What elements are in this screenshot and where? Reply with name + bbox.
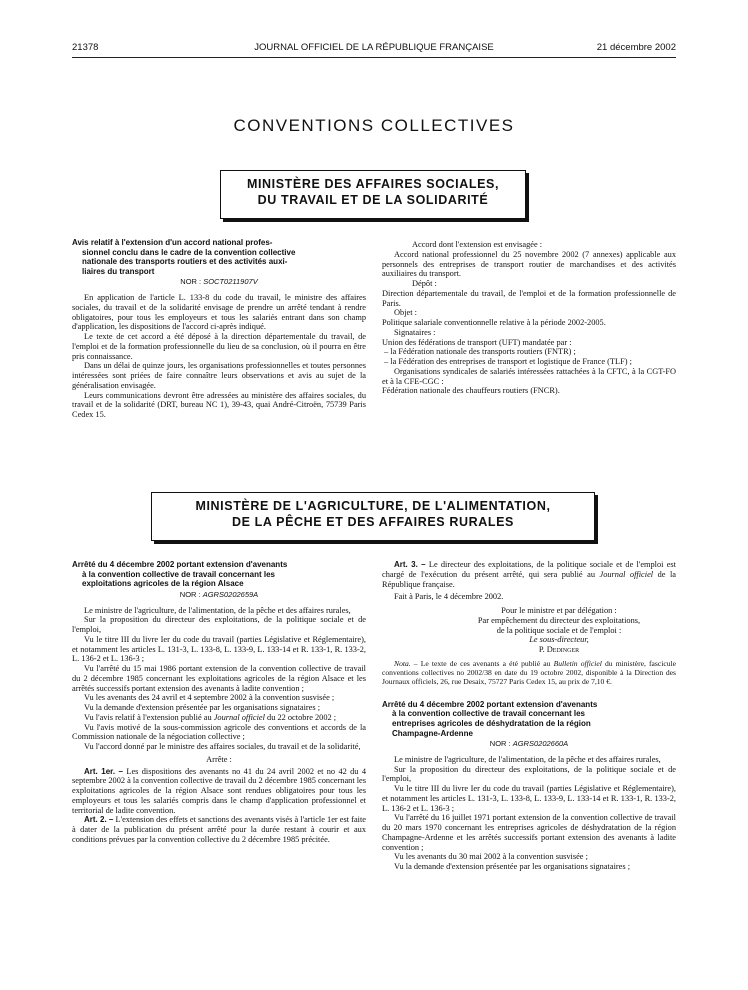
paragraph: Vu l'accord donné par le ministre des affaires sociales, du travail et de la solidarité, <box>84 742 361 752</box>
avis-right-column <box>382 240 676 396</box>
issue-date: 21 décembre 2002 <box>596 42 676 53</box>
nota-text: du ministère, fascicule conventions collectives no 2002/38 en date du 19 octobre 2002, disponible à la Direction des Journaux officiels, 26, rue Desaix, 75727 Paris Cedex 15, au prix de 7,10 €. <box>382 658 676 686</box>
avis-title <box>72 238 366 276</box>
paragraph: Vu la demande d'extension présentée par les organisations signataires ; <box>394 862 631 872</box>
signatory-name: P. Dedinger <box>538 645 580 654</box>
paragraph: Le ministre de l'agriculture, de l'alimentation, de la pêche et des affaires rurales, <box>84 605 351 615</box>
header-rule <box>72 57 676 58</box>
accord-label: Accord dont l'extension est envisagée : <box>412 240 543 249</box>
ministry-line-2: DE LA PÊCHE ET DES AFFAIRES RURALES <box>232 515 514 529</box>
paragraph: Vu les avenants des 24 avril et 4 septembre 2002 à la convention susvisée ; <box>84 693 335 703</box>
journal-officiel-italic: Journal officiel <box>213 712 265 722</box>
signataires-label: Signataires : <box>394 327 436 337</box>
nota <box>382 659 676 686</box>
journal-officiel-italic: Journal officiel <box>599 569 654 579</box>
arrete-alsace-title <box>72 560 366 589</box>
signature-title <box>442 635 676 645</box>
paragraph: Sur la proposition du directeur des exploitations, de la politique sociale et de l'emploi, <box>382 764 676 784</box>
bulletin-officiel-italic: Bulletin officiel <box>553 658 602 668</box>
paragraph: Vu les avenants du 30 mai 2002 à la convention susvisée ; <box>394 852 588 862</box>
ministry-box-agriculture <box>151 492 595 541</box>
title-line: à la convention collective de travail concernant les <box>82 569 275 579</box>
article-2 <box>72 815 366 844</box>
nor-code: AGRS0202659A <box>202 589 259 599</box>
paragraph: Dans un délai de quinze jours, les organisations professionnelles et toutes personnes intéressées sont priées de faire connaître leurs observations et avis au sujet de la généralisation envisagée. <box>72 361 366 390</box>
ministry-line-1: MINISTÈRE DE L'AGRICULTURE, DE L'ALIMENTATION, <box>195 499 551 513</box>
nota-text: Le texte de ces avenants a été publié au <box>417 658 554 668</box>
paragraph <box>72 713 366 723</box>
objet-label: Objet : <box>394 308 417 318</box>
text-run: Vu l'avis relatif à l'extension publié au <box>84 712 214 722</box>
section-title: CONVENTIONS COLLECTIVES <box>233 116 515 135</box>
nor-reference <box>72 590 366 600</box>
signature-title-text: Le sous-directeur, <box>529 635 589 645</box>
paragraph: Vu l'arrêté du 16 juillet 1971 portant extension de la convention collective de travail du 20 mars 1970 concernant les entreprises agricoles de déshydratation de la région Champagne-Ardenne et les arrêtés successifs portant extension des avenants à ladite convention ; <box>382 813 676 852</box>
signature-line: Par empêchement du directeur des exploitations, <box>477 615 641 625</box>
arrete-alsace-column <box>72 560 366 845</box>
journal-title: JOURNAL OFFICIEL DE LA RÉPUBLIQUE FRANÇAISE <box>254 42 494 53</box>
title-line: à la convention collective de travail concernant les <box>392 709 585 719</box>
unions-text: Organisations syndicales de salariés intéressées rattachées à la CFTC, à la CGT-FO et à la CFE-CGC : <box>382 366 676 386</box>
ministry-box-social <box>220 170 526 219</box>
union-text: Union des fédérations de transport (UFT) mandatée par : <box>382 337 572 347</box>
page-number: 21378 <box>72 42 99 53</box>
nor-label: NOR : <box>179 589 203 599</box>
article-label: Art. 3. – <box>394 560 426 569</box>
article-text: Les dispositions des avenants no 41 du 24 avril 2002 et no 42 du 4 septembre 2002 à la convention collective de travail du 2 décembre 1985 concernant les exploitations agricoles de la région Alsace sont rendues obligatoires pour tous les employeurs et tous les salariés compris dans le champ d'application professionnel et territorial de ladite convention. <box>72 766 367 815</box>
arrete-right-column <box>382 560 676 872</box>
paragraph: Vu le titre III du livre Ier du code du travail (parties Législative et Réglementaire), et notamment les articles L. 131-3, L. 133-8, L. 133-9, L. 133-14 et R. 133-1, R. 133-2, L. 136-2 et L. 136-3 ; <box>382 784 676 813</box>
nor-reference <box>72 277 366 287</box>
paragraph: Vu l'avis motivé de la sous-commission agricole des conventions et accords de la Commission nationale de la négociation collective ; <box>72 722 366 742</box>
ministry-line-1: MINISTÈRE DES AFFAIRES SOCIALES, <box>246 177 500 191</box>
title-line: sionnel conclu dans le cadre de la convention collective <box>82 247 296 257</box>
paragraph: Vu la demande d'extension présentée par les organisations signataires ; <box>84 703 321 713</box>
fncr-text: Fédération nationale des chauffeurs routiers (FNCR). <box>382 386 560 396</box>
title-line: Champagne-Ardenne <box>392 728 473 738</box>
nor-label: NOR : <box>180 277 204 287</box>
paragraph: Le texte de cet accord a été déposé à la direction départementale du travail, de l'emploi et de la formation professionnelle du lieu de sa conclusion, où il pourra en être pris connaissance. <box>72 332 366 361</box>
text-run: du 22 octobre 2002 ; <box>264 712 337 722</box>
article-text: L'extension des effets et sanctions des avenants visés à l'article 1er est faite à dater de la publication du présent arrêté pour la durée restant à courir et aux conditions prévues par la convention collective du 2 décembre 1985 précitée. <box>72 815 367 844</box>
signature-line: Pour le ministre et par délégation : <box>501 606 617 615</box>
running-header <box>72 42 676 56</box>
article-label: Art. 1er. – <box>84 766 123 776</box>
title-line: Avis relatif à l'extension d'un accord national profes- <box>72 238 273 247</box>
paragraph: Sur la proposition du directeur des exploitations, de la politique sociale et de l'emploi, <box>72 615 366 635</box>
article-label: Art. 2. – <box>84 815 114 825</box>
ministry-line-2: DU TRAVAIL ET DE LA SOLIDARITÉ <box>257 193 489 207</box>
nor-label: NOR : <box>489 739 513 749</box>
paragraph: Le ministre de l'agriculture, de l'alimentation, de la pêche et des affaires rurales, <box>394 754 661 764</box>
signatory-bullet: – la Fédération des entreprises de transport et logistique de France (TLF) ; <box>384 357 632 366</box>
article-text: Le directeur des exploitations, de la politique sociale et de l'emploi est chargé de l'exécution du présent arrêté, qui sera publié au <box>382 560 676 579</box>
title-line: liaires du transport <box>82 266 155 276</box>
article-1 <box>72 767 366 816</box>
arrete-champagne-title <box>382 700 676 738</box>
signature-line: de la politique sociale et de l'emploi : <box>496 625 622 635</box>
nor-code: AGRS0202660A <box>512 739 569 749</box>
article-text: de la République française. <box>382 569 676 589</box>
depot-text: Direction départementale du travail, de l'emploi et de la formation professionnelle de Paris. <box>382 288 676 308</box>
fait-a-paris: Fait à Paris, le 4 décembre 2002. <box>394 592 504 602</box>
accord-text: Accord national professionnel du 25 novembre 2002 (7 annexes) applicable aux personnels des entreprises de transport routier de marchandises et des activités auxiliaires du transport. <box>382 249 676 279</box>
arrete-label: Arrête : <box>206 754 232 764</box>
title-line: entreprises agricoles de déshydratation de la région <box>392 718 591 728</box>
paragraph: Vu le titre III du livre Ier du code du travail (parties Législative et Réglementaire), et notamment les articles L. 131-3, L. 133-8, L. 133-9, L. 133-14 et R. 133-1, R. 133-2, L. 136-2 et L. 136-3 ; <box>72 634 366 664</box>
title-line: Arrêté du 4 décembre 2002 portant extension d'avenants <box>72 560 288 569</box>
objet-text: Politique salariale conventionnelle relative à la période 2002-2005. <box>382 318 606 327</box>
title-line: Arrêté du 4 décembre 2002 portant extension d'avenants <box>382 699 598 709</box>
nota-label: Nota. – <box>394 658 418 668</box>
paragraph: Vu l'arrêté du 15 mai 1986 portant extension de la convention collective de travail du 2 décembre 1985 concernant les exploitations agricoles de la région Alsace et les arrêtés successifs portant extension des avenants à ladite convention ; <box>72 664 366 693</box>
signatory-bullet: – la Fédération nationale des transports routiers (FNTR) ; <box>384 347 576 357</box>
paragraph: En application de l'article L. 133-8 du code du travail, le ministre des affaires sociales, du travail et de la solidarité envisage de prendre un arrêté tendant à rendre obligatoires, pour tous les employeurs et tous les salariés entrant dans son champ d'application, les dispositions de l'accord ci-après indiqué. <box>72 293 366 332</box>
title-line: nationale des transports routiers et des activités auxi- <box>82 257 288 267</box>
paragraph: Leurs communications devront être adressées au ministère des affaires sociales, du travail et de la solidarité (DRT, bureau NC 1), 39-43, quai André-Citroën, 75739 Paris Cedex 15. <box>72 390 366 420</box>
nor-code: SOCT0211907V <box>203 277 258 287</box>
title-line: exploitations agricoles de la région Alsace <box>82 579 244 589</box>
avis-left-column <box>72 238 366 420</box>
signature-block <box>442 606 676 655</box>
depot-label: Dépôt : <box>412 279 437 288</box>
article-3 <box>382 560 676 589</box>
nor-reference <box>382 739 676 749</box>
